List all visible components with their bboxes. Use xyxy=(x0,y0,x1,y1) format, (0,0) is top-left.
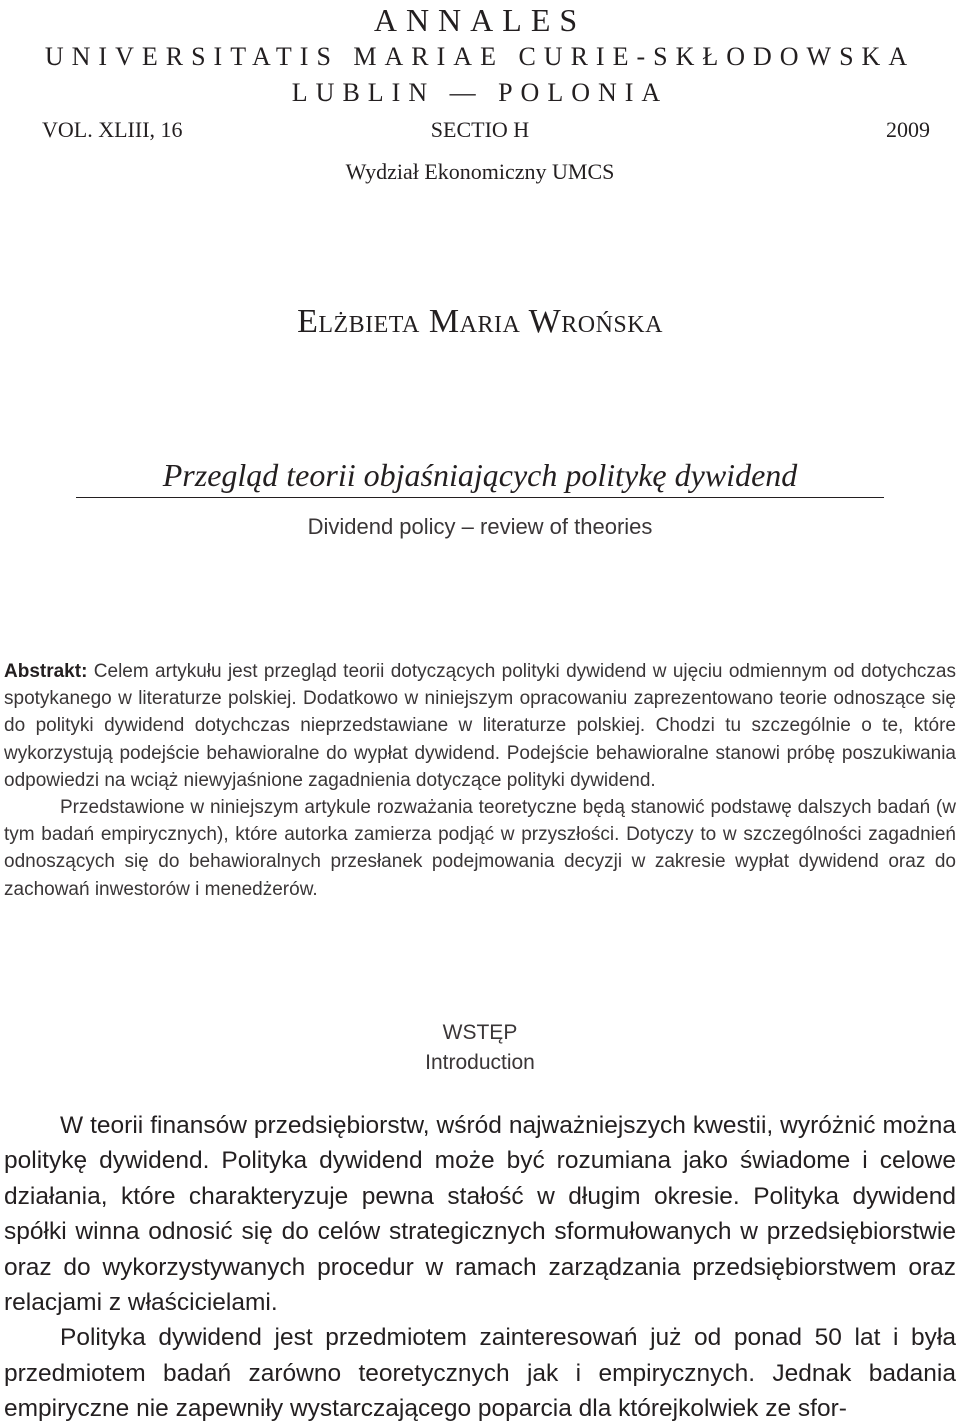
author-name: Elżbieta Maria Wrońska xyxy=(297,303,663,340)
journal-title: ANNALES xyxy=(373,2,587,38)
title-rule xyxy=(76,497,884,498)
section-title-en: Introduction xyxy=(425,1051,535,1074)
abstract-paragraph-1 xyxy=(4,658,956,794)
body-paragraph-2: Polityka dywidend jest przedmiotem zainteresowań już od ponad 50 lat i była przedmiotem badań zarówno teoretycznych jak i empirycznych. Jednak badania empiryczne nie zapewniły wystarczającego poparcia dla którejkolwiek ze sfor- xyxy=(4,1324,956,1423)
faculty: Wydział Ekonomiczny UMCS xyxy=(345,159,615,184)
section-title-pl: WSTĘP xyxy=(442,1021,518,1044)
article-title-en: Dividend policy – review of theories xyxy=(307,514,653,539)
article-title-pl: Przegląd teorii objaśniających politykę dywidend xyxy=(162,457,798,493)
volume-label: VOL. XLIII, 16 xyxy=(42,117,183,142)
body-paragraph-1: W teorii finansów przedsiębiorstw, wśród najważniejszych kwestii, wyróżnić można politykę dywidend. Polityka dywidend może być rozumiana jako świadome i celowe działania, które charakteryzuje pewna stałość w długim okresie. Polityka dywidend spółki winna odnosić się do celów strategicznych sformułowanych w przedsiębiorstwie oraz do wykorzystywanych procedur w ramach zarządzania przedsiębiorstwem oraz relacjami z właścicielami. xyxy=(4,1112,956,1317)
abstract-paragraph-2: Przedstawione w niniejszym artykule rozważania teoretyczne będą stanowić podstawę dalszych badań (w tym badań empirycznych), które autorka zamierza podjąć w przyszłości. Dotyczy to w szczególności zagadnień odnoszących się do behawioralnych przesłanek podejmowania decyzji w zakresie wypłat dywidend oraz do zachowań inwestorów i menedżerów. xyxy=(4,797,956,900)
section-label: SECTIO H xyxy=(430,117,530,142)
abstract-text-1: Celem artykułu jest przegląd teorii dotyczących polityki dywidend w ujęciu odmiennym od dotychczas spotykanego w literaturze polskiej. Dodatkowo w niniejszym opracowaniu zaprezentowano teorie odnoszące się do polityki dywidend dotychczas nieprzedstawiane w literaturze polskiej. Chodzi tu szczególnie o te, które wykorzystują podejście behawioralne do wypłat dywidend. Podejście behawioralne stanowi próbę poszukiwania odpowiedzi na wciąż niewyjaśnione zagadnienia dotyczące polityki dywidend. xyxy=(4,661,956,791)
body-text xyxy=(4,1108,956,1427)
abstract xyxy=(4,658,956,903)
journal-university: UNIVERSITATIS MARIAE CURIE-SKŁODOWSKA xyxy=(44,42,916,71)
abstract-label: Abstrakt: xyxy=(4,661,88,682)
year-label: 2009 xyxy=(886,117,930,142)
journal-city: LUBLIN — POLONIA xyxy=(291,78,669,107)
section-heading xyxy=(0,1018,960,1078)
